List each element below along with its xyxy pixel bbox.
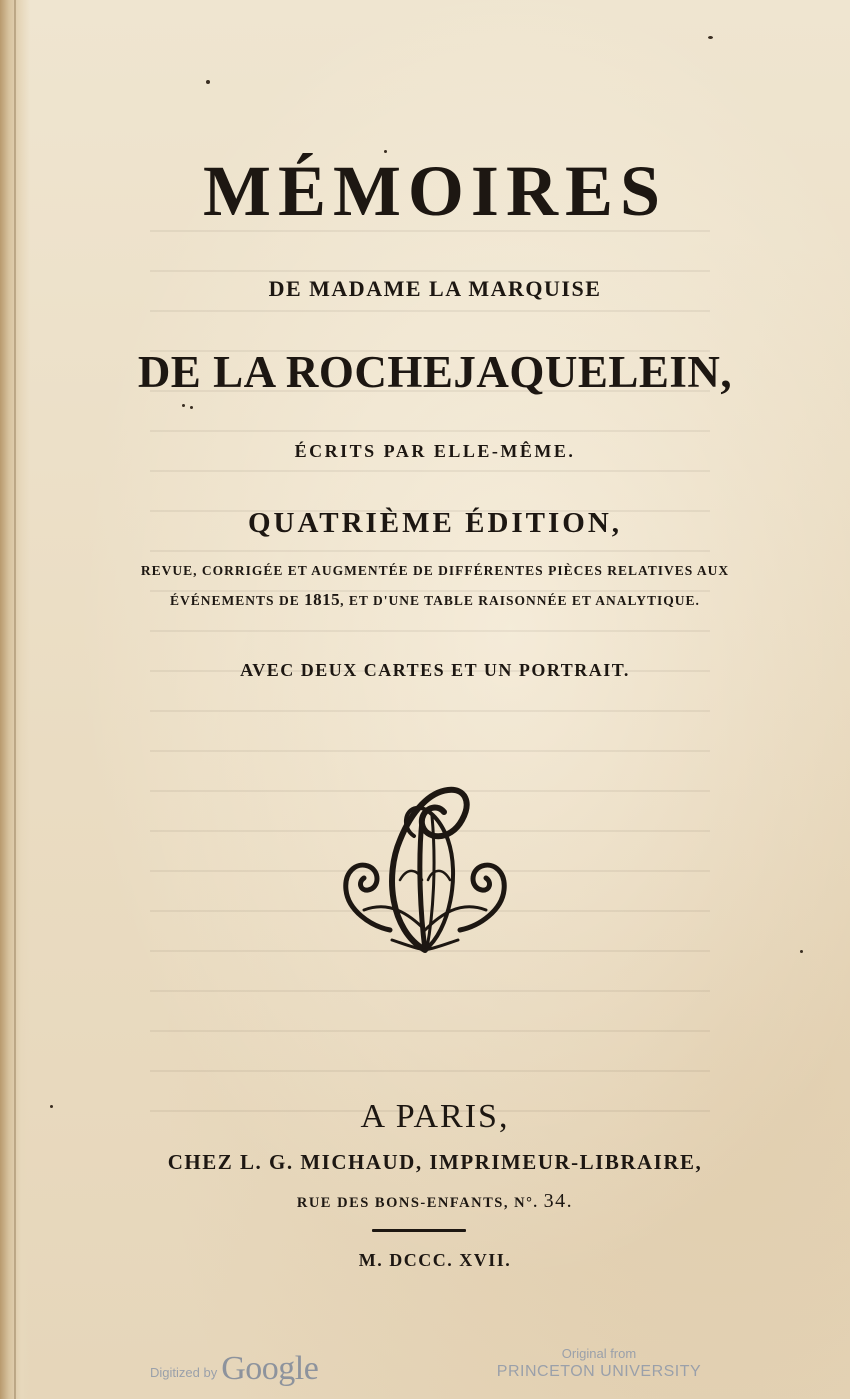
- revision-line-1: REVUE, CORRIGÉE ET AUGMENTÉE DE DIFFÉRENTES PIÈCES RELATIVES AUX: [140, 563, 730, 578]
- digitized-watermark: [150, 1346, 318, 1386]
- imprint-address: [0, 1190, 850, 1213]
- subtitle: DE MADAME LA MARQUISE: [268, 276, 602, 301]
- monogram-ornament-icon: [330, 780, 520, 960]
- imprint-address-street: RUE DES BONS-ENFANTS, N°.: [296, 1195, 539, 1211]
- imprint-address-number: 34.: [543, 1190, 574, 1212]
- revision-line-2-start: ÉVÉNEMENTS DE: [170, 593, 300, 608]
- original-from-text: Original from: [561, 1346, 637, 1361]
- authorship-line: ÉCRITS PAR ELLE-MÊME.: [294, 441, 576, 461]
- revision-line-2-end: , ET D'UNE TABLE RAISONNÉE ET ANALYTIQUE.: [340, 593, 700, 608]
- book-title: MÉMOIRES: [202, 151, 668, 231]
- edition-line: QUATRIÈME ÉDITION,: [247, 507, 623, 539]
- author-name: DE LA ROCHEJAQUELEIN,: [137, 347, 733, 397]
- google-logo: Google: [221, 1350, 319, 1387]
- institution-name: PRINCETON UNIVERSITY: [496, 1363, 702, 1380]
- original-from-watermark: [470, 1346, 728, 1382]
- imprint-city: A PARIS,: [360, 1098, 510, 1135]
- extras-line: AVEC DEUX CARTES ET UN PORTRAIT.: [240, 660, 630, 680]
- imprint-year: M. DCCC. XVII.: [358, 1250, 512, 1270]
- divider-rule: [372, 1229, 466, 1232]
- imprint-publisher: CHEZ L. G. MICHAUD, IMPRIMEUR-LIBRAIRE,: [167, 1150, 703, 1174]
- digitized-by-text: Digitized by: [150, 1365, 218, 1380]
- revision-line-2: [0, 590, 850, 610]
- revision-year: 1815: [304, 590, 341, 609]
